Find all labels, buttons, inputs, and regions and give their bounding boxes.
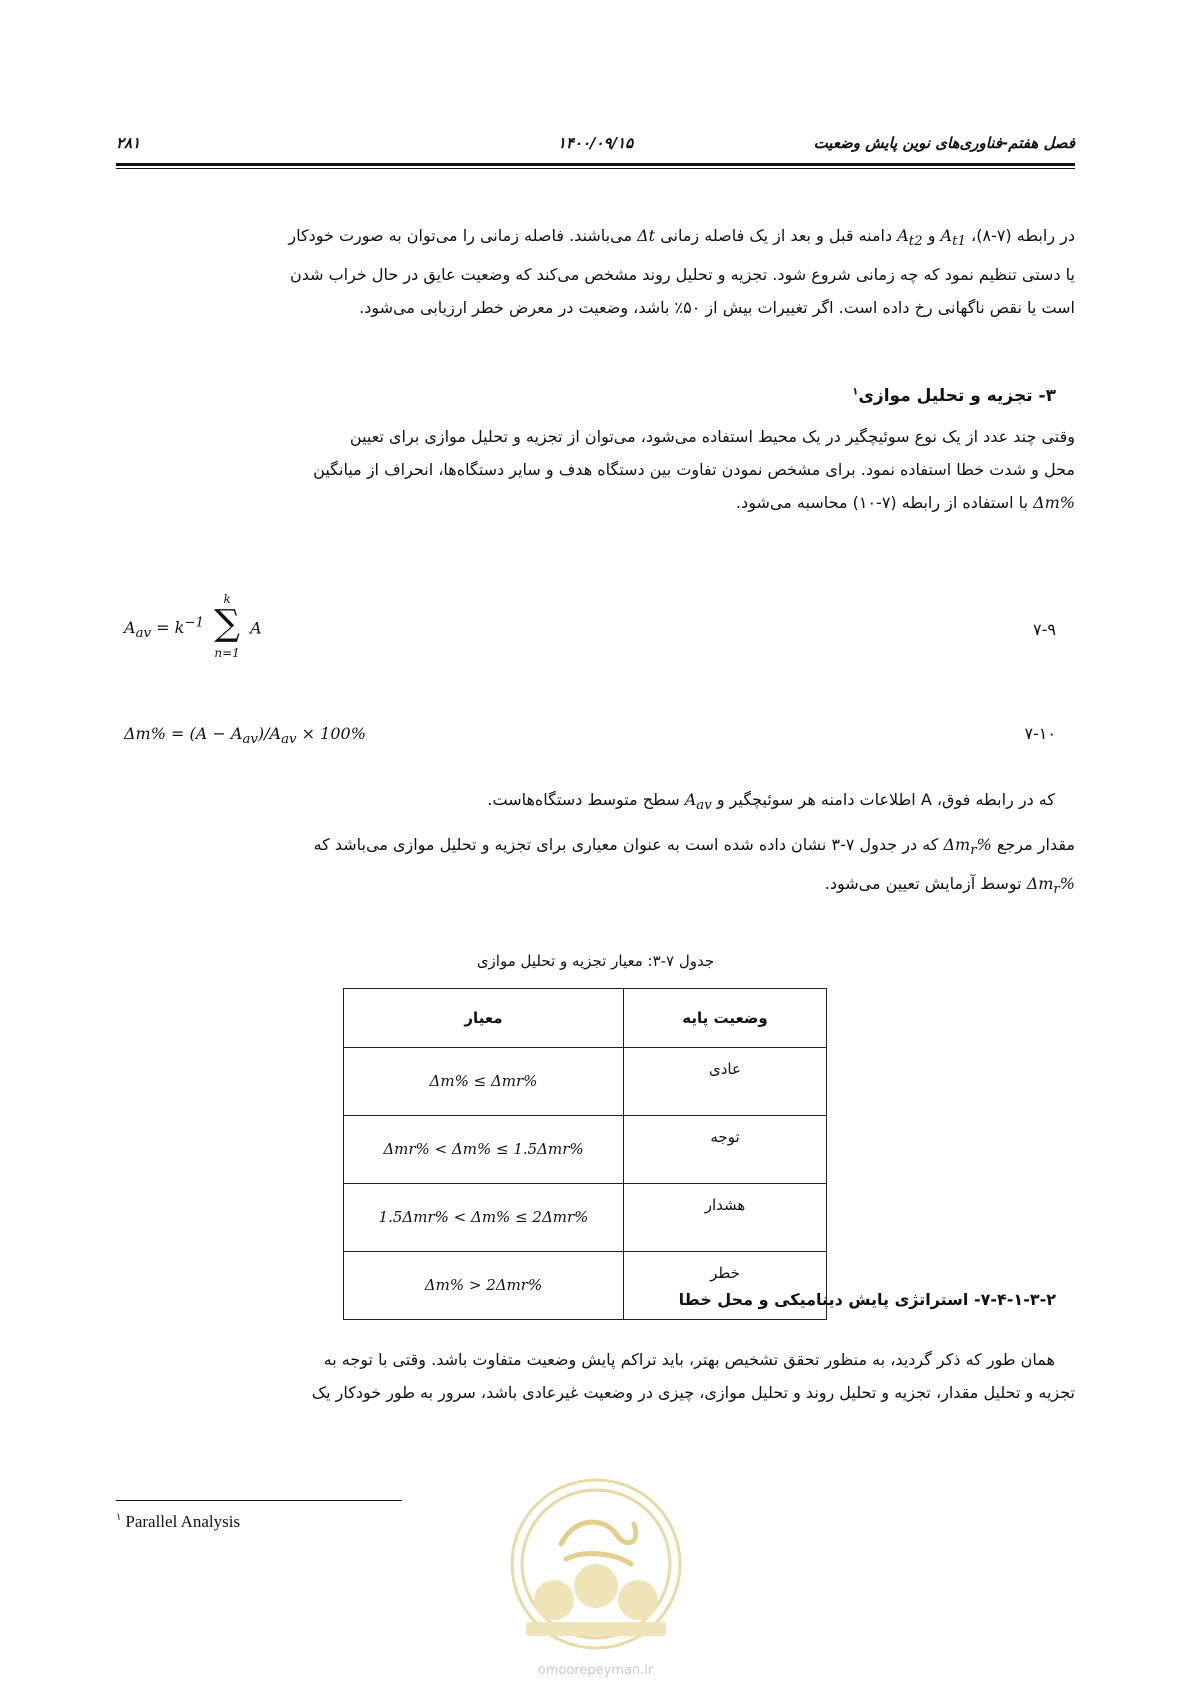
equation-average: $A_{av} = k^{-1}$ k ∑ n=1 A	[124, 592, 262, 664]
status-cell: هشدار	[624, 1184, 827, 1252]
chapter-title: فصل هفتم-فناوری‌های نوین پایش وضعیت	[813, 134, 1075, 152]
section-heading: ۳- تجزیه و تحلیل موازی$^۱$	[852, 386, 1056, 406]
var-delta-m: Δm%	[1033, 493, 1075, 512]
table-row	[344, 1048, 827, 1116]
var-delta-mr: $\Delta m_r\%$	[943, 835, 992, 859]
paragraph-line: که در رابطه فوق، A اطلاعات دامنه هر سوئیچگیر و $A_{av}$ سطح متوسط دستگاه‌هاست.	[487, 790, 1055, 814]
paragraph-line: مقدار مرجع $\Delta m_r\%$ که در جدول ۷-۳ نشان داده شده است به عنوان معیاری برای تجزیه و تحلیل موازی می‌باشد که	[313, 835, 1075, 859]
var-delta-t: Δt	[637, 226, 656, 245]
criterion-cell: Δm% > 2Δmr%	[344, 1252, 624, 1320]
var-at2: $A_{t2}$	[897, 226, 923, 250]
footnote-rule	[116, 1500, 402, 1501]
var-delta-mr: $\Delta m_r\%$	[1026, 874, 1075, 898]
header-rule-thin	[116, 168, 1075, 169]
criteria-table	[343, 988, 827, 1320]
equation-deviation: $\Delta m\% = (A - A_{av})/A_{av} \times 100\%$	[124, 724, 366, 748]
paragraph-definitions	[116, 783, 1075, 907]
paragraph-line: یا دستی تنظیم نمود که چه زمانی شروع شود. تجزیه و تحلیل روند مشخص می‌کند که وضعیت عایق در حال خراب شدن	[289, 265, 1075, 285]
paragraph-line: وقتی چند عدد از یک نوع سوئیچگیر در یک محیط استفاده می‌شود، می‌توان از تجزیه و تحلیل موازی برای تعیین	[349, 427, 1075, 446]
header-criterion: معیار	[344, 989, 624, 1048]
criterion-cell: Δmr% < Δm% ≤ 1.5Δmr%	[344, 1116, 624, 1184]
header-date: ۱۴۰۰/۰۹/۱۵	[557, 134, 634, 152]
footnote-mark: ۱	[116, 1512, 122, 1524]
table-caption: جدول ۷-۳: معیار تجزیه و تحلیل موازی	[476, 952, 715, 970]
watermark-url: omoorepeyman.ir	[537, 1663, 654, 1678]
paragraph-line: محل و شدت خطا استفاده نمود. برای مشخص نمودن تفاوت بین دستگاه هدف و سایر دستگاه‌ها، انحراف از میانگین	[313, 460, 1075, 479]
subsection-heading: ۷-۴-۱-۳-۲- استراتژی پایش دینامیکی و محل خطا	[678, 1290, 1056, 1309]
paragraph-line: در رابطه (۷-۸)، $A_{t1}$ و $A_{t2}$ دامنه قبل و بعد از یک فاصله زمانی Δt می‌باشند. فاصله زمانی را می‌توان به صورت خودکار	[288, 226, 1075, 250]
criterion-cell: Δm% ≤ Δmr%	[344, 1048, 624, 1116]
paragraph-line: است یا نقص ناگهانی رخ داده است. اگر تغییرات بیش از ۵۰٪ باشد، وضعیت در معرض خطر ارزیابی می‌شود.	[359, 298, 1075, 318]
criterion-cell: 1.5Δmr% < Δm% ≤ 2Δmr%	[344, 1184, 624, 1252]
paragraph-line: Δm% با استفاده از رابطه (۷-۱۰) محاسبه می‌شود.	[736, 493, 1075, 512]
table-row	[344, 1116, 827, 1184]
paragraph-line: همان طور که ذکر گردید، به منظور تحقق تشخیص بهتر، باید تراکم پایش وضعیت متفاوت باشد. وقتی با توجه به	[323, 1350, 1055, 1369]
footnote	[116, 1512, 240, 1532]
var-at1: $A_{t1}$	[940, 226, 966, 250]
sum-symbol: k ∑ n=1	[214, 592, 240, 660]
page-header	[116, 130, 1075, 156]
table-row	[344, 1252, 827, 1320]
paragraph-parallel-analysis	[116, 420, 1075, 519]
header-rule-thick	[116, 163, 1075, 166]
paragraph-line: $\Delta m_r\%$ توسط آزمایش تعیین می‌شود.	[824, 874, 1075, 898]
footnote-marker: ۱	[852, 386, 859, 398]
paragraph-line: تجزیه و تحلیل مقدار، تجزیه و تحلیل روند و تحلیل موازی، چیزی در وضعیت غیرعادی باشد، سرور به طور خودکار یک	[311, 1383, 1075, 1402]
paragraph-trend-analysis	[116, 219, 1075, 324]
equation-number: ۷-۱۰	[1024, 724, 1056, 743]
footnote-text: Parallel Analysis	[125, 1512, 241, 1531]
omoorepeyman-seal-icon	[506, 1474, 686, 1654]
table-row	[344, 1184, 827, 1252]
header-status: وضعیت پایه	[624, 989, 827, 1048]
status-cell: توجه	[624, 1116, 827, 1184]
paragraph-dynamic-monitoring	[116, 1343, 1075, 1409]
equation-number: ۷-۹	[1033, 620, 1056, 639]
status-cell: خطر	[624, 1252, 827, 1320]
page-number: ۲۸۱	[116, 134, 141, 152]
var-aav: $A_{av}$	[684, 790, 712, 814]
status-cell: عادی	[624, 1048, 827, 1116]
table-header-row	[344, 989, 827, 1048]
